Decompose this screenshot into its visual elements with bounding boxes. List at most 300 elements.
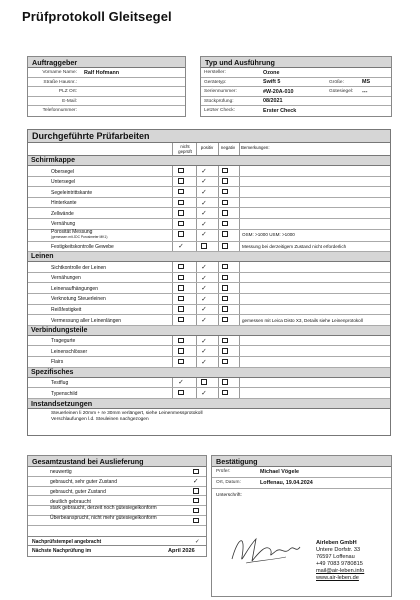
check-negativ-checkbox[interactable] [222, 285, 228, 291]
check-nicht-cell[interactable] [178, 348, 185, 355]
check-positiv-checkmark[interactable]: ✓ [201, 358, 207, 366]
check-row-label-text: Testflug [51, 380, 69, 386]
check-positiv-checkbox[interactable] [201, 243, 207, 249]
typ-field-value-2: MS [362, 79, 371, 86]
check-row-label-text: Leinenschlösser [51, 348, 88, 355]
check-nicht-checkmark[interactable]: ✓ [178, 379, 184, 387]
check-positiv-checkmark[interactable]: ✓ [201, 167, 207, 175]
column-divider [196, 336, 197, 346]
auftraggeber-row [28, 106, 185, 116]
typ-field-value-2: --- [362, 88, 368, 95]
check-row-label [51, 230, 107, 241]
check-nicht-checkbox[interactable] [178, 231, 184, 237]
stempel-row [28, 536, 206, 546]
condition-label: gebraucht, sehr guter Zustand [50, 479, 117, 486]
column-divider [172, 198, 173, 208]
check-nicht-checkbox[interactable] [178, 168, 184, 174]
column-divider [196, 273, 197, 283]
check-nicht-cell[interactable] [178, 359, 185, 366]
col-bemerkungen: Bemerkungen: [241, 145, 270, 150]
stempel-value: ✓ [195, 538, 200, 545]
check-negativ-checkbox[interactable] [222, 189, 228, 195]
check-row [28, 388, 390, 399]
check-row-label-text: Reißfestigkeit [51, 307, 82, 314]
check-nicht-checkbox[interactable] [178, 210, 184, 216]
check-nicht-checkbox[interactable] [178, 178, 184, 184]
check-nicht-cell[interactable] [178, 275, 185, 282]
column-divider [218, 346, 219, 356]
check-negativ-cell[interactable] [222, 390, 229, 397]
next-check-value: April 2026 [168, 547, 195, 554]
check-positiv-checkmark[interactable]: ✓ [201, 306, 207, 314]
check-row-label [51, 190, 92, 196]
check-nicht-cell[interactable] [178, 189, 185, 196]
column-divider [218, 357, 219, 367]
auftraggeber-field-label: Straße Hausnr.: [43, 79, 77, 85]
check-nicht-cell[interactable] [178, 296, 185, 303]
check-negativ-cell[interactable] [222, 317, 229, 324]
check-positiv-checkmark[interactable]: ✓ [201, 274, 207, 282]
check-positiv-checkmark[interactable]: ✓ [201, 178, 207, 186]
condition-label: Überbeansprucht, nicht mehr gütesiegelkonform [50, 515, 157, 522]
check-row-label-text: Vermessung aller Leinenlängen [51, 317, 122, 324]
check-negativ-checkbox[interactable] [222, 379, 228, 385]
check-positiv-checkmark[interactable]: ✓ [201, 316, 207, 324]
company-city: 76597 Loffenau [316, 554, 355, 560]
check-negativ-checkbox[interactable] [222, 231, 228, 237]
check-row-label-text: Obersegel [51, 168, 75, 175]
check-row-note: Messung bei derzeitigem Zustand nicht erforderlich [242, 244, 347, 250]
check-negativ-cell[interactable] [222, 221, 229, 228]
check-positiv-checkmark[interactable]: ✓ [201, 295, 207, 303]
check-row-label-text: Flairs [51, 359, 64, 366]
column-divider [196, 177, 197, 187]
check-nicht-checkbox[interactable] [178, 338, 184, 344]
col-nicht-geprueft: nicht geprüft [178, 144, 192, 154]
auftraggeber-field-label: Telefonnummer: [42, 108, 77, 114]
company-block [316, 540, 364, 582]
typ-rows [201, 68, 391, 116]
next-check-label: Nächste Nachprüfung im [32, 548, 92, 555]
check-nicht-cell[interactable] [178, 338, 185, 345]
check-row-label [51, 275, 81, 281]
condition-row [28, 477, 206, 487]
typ-field-value: #W-20A-010 [263, 88, 294, 95]
check-positiv-checkmark[interactable]: ✓ [201, 389, 207, 397]
check-row [28, 166, 390, 177]
check-positiv-checkmark[interactable]: ✓ [201, 188, 207, 196]
check-negativ-cell[interactable] [222, 359, 229, 366]
column-divider [172, 294, 173, 304]
page-title: Prüfprotokoll Gleitsegel [22, 9, 172, 24]
condition-checkmark[interactable]: ✓ [193, 478, 199, 486]
condition-checkbox-square[interactable] [193, 498, 199, 504]
condition-label: neuwertig [50, 469, 72, 476]
gesamtzustand-box [27, 455, 207, 557]
column-divider [172, 388, 173, 398]
column-divider [172, 208, 173, 218]
typ-row [201, 78, 391, 88]
check-row-label-text: Verknotung Steuerleinen [51, 296, 106, 303]
check-negativ-cell[interactable] [222, 243, 229, 250]
column-divider [239, 198, 240, 208]
stempel-label: Nachprüfstempel angebracht [32, 539, 102, 546]
column-divider [239, 294, 240, 304]
check-row [28, 230, 390, 242]
check-nicht-cell[interactable] [178, 178, 185, 185]
checks-heading: Durchgeführte Prüfarbeiten [28, 130, 390, 143]
auftraggeber-row [28, 87, 185, 97]
check-row [28, 198, 390, 209]
check-positiv-checkmark[interactable]: ✓ [201, 348, 207, 356]
column-divider [172, 273, 173, 283]
check-nicht-checkbox[interactable] [178, 285, 184, 291]
check-row-label-text: Untersegel [51, 179, 76, 186]
column-divider [172, 346, 173, 356]
typ-field-label: Stückprüfung: [204, 98, 234, 104]
check-negativ-cell[interactable] [222, 296, 229, 303]
check-row-label [51, 380, 68, 386]
column-divider [239, 315, 240, 325]
check-negativ-checkbox[interactable] [222, 348, 228, 354]
typ-heading: Typ und Ausführung [201, 57, 391, 68]
check-negativ-checkbox[interactable] [222, 221, 228, 227]
check-negativ-cell[interactable] [222, 379, 229, 386]
typ-row [201, 87, 391, 97]
check-nicht-cell[interactable] [178, 306, 185, 313]
check-row [28, 305, 390, 316]
typ-field-label: Hersteller: [204, 70, 226, 75]
column-divider [218, 283, 219, 293]
condition-checkbox[interactable] [193, 518, 199, 526]
auftraggeber-heading: Auftraggeber [28, 57, 185, 68]
typ-field-label: Letzter Check: [204, 108, 235, 114]
check-nicht-checkbox[interactable] [178, 306, 184, 312]
check-nicht-checkmark[interactable]: ✓ [178, 243, 184, 251]
company-name: Airleben GmbH [316, 540, 357, 546]
column-divider [239, 187, 240, 197]
bestaetigung-heading: Bestätigung [212, 456, 391, 467]
check-nicht-checkbox[interactable] [178, 390, 184, 396]
check-nicht-cell[interactable] [178, 168, 185, 175]
column-divider [196, 208, 197, 218]
column-divider [196, 283, 197, 293]
column-divider [218, 230, 219, 241]
check-row-label-text: Leinenaufhängungen [51, 285, 98, 292]
check-row-label [51, 179, 75, 185]
column-divider [239, 230, 240, 241]
check-nicht-checkbox[interactable] [178, 359, 184, 365]
auftraggeber-row [28, 78, 185, 88]
check-positiv-checkmark[interactable]: ✓ [201, 263, 207, 271]
check-row-note: gemessen mit Leica Disto X3, Details siehe Leinenprotokoll [242, 317, 363, 323]
check-row-note: OSM: >1000 USM: >1000 [242, 232, 295, 238]
check-row-label [51, 265, 106, 271]
check-negativ-cell[interactable] [222, 285, 229, 292]
column-divider [239, 346, 240, 356]
check-row-label [51, 307, 81, 313]
check-positiv-checkmark[interactable]: ✓ [201, 285, 207, 293]
column-divider [218, 187, 219, 197]
check-negativ-cell[interactable] [222, 338, 229, 345]
checks-table [27, 129, 391, 436]
column-divider [172, 219, 173, 229]
column-divider [218, 378, 219, 388]
check-row-label [51, 169, 74, 175]
check-row [28, 273, 390, 284]
check-nicht-cell[interactable] [178, 317, 185, 324]
typ-row [201, 68, 391, 78]
check-positiv-cell[interactable] [201, 379, 208, 386]
check-nicht-checkbox[interactable] [178, 221, 184, 227]
check-nicht-cell[interactable] [178, 221, 185, 228]
check-negativ-cell[interactable] [222, 306, 229, 313]
column-divider [196, 187, 197, 197]
check-negativ-checkbox[interactable] [222, 338, 228, 344]
check-row [28, 187, 390, 198]
condition-checkbox[interactable] [193, 469, 199, 477]
column-divider [172, 336, 173, 346]
condition-checkbox[interactable] [193, 498, 199, 506]
check-row [28, 177, 390, 188]
auftraggeber-box [27, 56, 186, 117]
check-row-label [51, 221, 75, 227]
pruefer-label: Prüfer: [216, 469, 231, 474]
column-divider [239, 283, 240, 293]
check-nicht-checkbox[interactable] [178, 275, 184, 281]
condition-checkbox[interactable] [193, 488, 199, 496]
column-divider [218, 315, 219, 325]
company-phone: +49 7083 9780815 [316, 561, 363, 567]
check-row-label [51, 359, 63, 365]
check-row [28, 242, 390, 253]
condition-checkbox[interactable] [193, 508, 199, 516]
column-divider [172, 283, 173, 293]
condition-row [28, 487, 206, 497]
check-positiv-checkmark[interactable]: ✓ [201, 199, 207, 207]
check-row-label-text: Vernähungen [51, 275, 81, 282]
auftraggeber-field-label: E-Mail: [62, 98, 77, 104]
check-row-label-text: Typenschild [51, 390, 78, 397]
check-negativ-cell[interactable] [222, 264, 229, 271]
column-divider [239, 273, 240, 283]
column-divider [218, 208, 219, 218]
check-row [28, 208, 390, 219]
condition-label: stark gebraucht, derzeit noch gütesiegelkonform [50, 505, 157, 512]
check-group-heading: Leinen [28, 252, 390, 262]
check-negativ-checkbox[interactable] [222, 264, 228, 270]
auftraggeber-field-label: PLZ Ort: [58, 89, 77, 95]
typ-field-value: 08/2021 [263, 98, 283, 105]
column-divider [218, 294, 219, 304]
column-divider [172, 262, 173, 272]
checks-column-header [28, 143, 390, 156]
company-email-link[interactable]: mail@air-leben.info [316, 568, 365, 574]
check-positiv-checkmark[interactable]: ✓ [201, 337, 207, 345]
check-positiv-checkmark[interactable]: ✓ [201, 220, 207, 228]
column-divider [172, 187, 173, 197]
check-nicht-checkbox[interactable] [178, 189, 184, 195]
unterschrift-label: Unterschrift: [216, 493, 242, 498]
check-negativ-cell[interactable] [222, 178, 229, 185]
column-divider [218, 305, 219, 315]
condition-row [28, 467, 206, 477]
typ-row [201, 106, 391, 116]
check-row-sublabel: (gemessen mit JDC Porosimeter MK1) [51, 235, 108, 240]
check-negativ-cell[interactable] [222, 189, 229, 196]
check-positiv-checkmark[interactable]: ✓ [201, 210, 207, 218]
column-divider [172, 230, 173, 241]
gesamtzustand-heading: Gesamtzustand bei Auslieferung [28, 456, 206, 467]
check-negativ-checkbox[interactable] [222, 168, 228, 174]
column-divider [196, 388, 197, 398]
column-divider [218, 336, 219, 346]
check-group-heading: Verbindungsteile [28, 326, 390, 336]
company-street: Untere Dorfstr. 33 [316, 547, 361, 553]
check-row-label [51, 391, 77, 397]
typ-field-label-2: Gütesiegel: [329, 89, 354, 95]
column-divider [218, 166, 219, 176]
condition-checkbox-square[interactable] [193, 469, 199, 475]
check-row [28, 294, 390, 305]
check-negativ-checkbox[interactable] [222, 359, 228, 365]
check-row-label-text: Tragegurte [51, 338, 76, 345]
typ-field-label-2: Größe: [329, 79, 344, 85]
check-negativ-checkbox[interactable] [222, 390, 228, 396]
column-divider [196, 198, 197, 208]
check-nicht-cell[interactable] [178, 285, 185, 292]
column-divider [196, 219, 197, 229]
check-row-label-text: Porosität Messung [51, 229, 93, 236]
column-divider [196, 346, 197, 356]
check-row-label-text: Zellwände [51, 210, 74, 217]
condition-checkbox-square[interactable] [193, 508, 199, 514]
check-row-label [51, 349, 87, 355]
column-divider [172, 166, 173, 176]
check-row [28, 219, 390, 230]
check-negativ-checkbox[interactable] [222, 306, 228, 312]
column-divider [239, 177, 240, 187]
column-divider [239, 357, 240, 367]
column-divider [196, 262, 197, 272]
check-positiv-checkbox[interactable] [201, 379, 207, 385]
column-divider [172, 242, 173, 252]
check-row [28, 357, 390, 368]
column-divider [218, 242, 219, 252]
instandsetzungen-text: Steuerleinen li 20mm + re 30mm verlängert, siehe Leinenmessprotokoll Verschlaufungen l.d. Steuleinen nachgezogen [51, 410, 203, 422]
check-row [28, 283, 390, 294]
column-divider [239, 219, 240, 229]
check-negativ-checkbox[interactable] [222, 317, 228, 323]
check-positiv-checkmark[interactable]: ✓ [201, 231, 207, 239]
bestaetigung-box [211, 455, 392, 597]
check-nicht-cell[interactable] [178, 210, 185, 217]
check-negativ-checkbox[interactable] [222, 178, 228, 184]
check-row-label [51, 200, 77, 206]
column-divider [218, 177, 219, 187]
column-divider [218, 219, 219, 229]
check-negativ-checkbox[interactable] [222, 243, 228, 249]
auftraggeber-row [28, 97, 185, 107]
check-row-label-text: Hinterkante [51, 200, 77, 207]
check-negativ-cell[interactable] [222, 168, 229, 175]
typ-field-value: Erster Check [263, 107, 297, 114]
column-divider [239, 388, 240, 398]
check-negativ-checkbox[interactable] [222, 275, 228, 281]
condition-row [28, 516, 206, 526]
check-row [28, 262, 390, 273]
column-divider [196, 305, 197, 315]
check-row-label [51, 318, 121, 324]
column-divider [196, 294, 197, 304]
check-row-label-text: Sichtkontrolle der Leinen [51, 264, 107, 271]
check-negativ-cell[interactable] [222, 200, 229, 207]
next-check-row [28, 546, 206, 556]
condition-checkbox-square[interactable] [193, 518, 199, 524]
check-row [28, 378, 390, 389]
check-nicht-checkbox[interactable] [178, 348, 184, 354]
check-nicht-checkbox[interactable] [178, 296, 184, 302]
pruefer-value: Michael Vögele [260, 468, 299, 475]
check-nicht-checkbox[interactable] [178, 200, 184, 206]
column-divider [239, 378, 240, 388]
column-divider [172, 357, 173, 367]
typ-field-value: Ozone [263, 69, 280, 76]
company-web-link[interactable]: www.air-leben.de [316, 575, 359, 581]
check-nicht-checkbox[interactable] [178, 264, 184, 270]
column-divider [196, 378, 197, 388]
column-divider [218, 198, 219, 208]
check-nicht-checkbox[interactable] [178, 317, 184, 323]
check-negativ-checkbox[interactable] [222, 210, 228, 216]
check-row [28, 346, 390, 357]
auftraggeber-row [28, 68, 185, 78]
check-nicht-cell[interactable] [178, 390, 185, 397]
col-positiv: positiv [200, 145, 214, 150]
column-divider [196, 315, 197, 325]
check-negativ-checkbox[interactable] [222, 200, 228, 206]
check-negativ-checkbox[interactable] [222, 296, 228, 302]
column-divider [196, 230, 197, 241]
gesamtzustand-rows [28, 467, 206, 526]
check-row-label-text: Segeleintrittskante [51, 189, 93, 196]
check-negativ-cell[interactable] [222, 275, 229, 282]
check-negativ-cell[interactable] [222, 231, 229, 238]
check-negativ-cell[interactable] [222, 348, 229, 355]
column-divider [196, 357, 197, 367]
condition-label: deutlich gebraucht [50, 498, 91, 505]
check-nicht-cell[interactable] [178, 264, 185, 271]
check-nicht-cell[interactable] [178, 231, 185, 238]
check-nicht-cell[interactable] [178, 200, 185, 207]
column-divider [172, 315, 173, 325]
signature-image [226, 527, 304, 569]
check-positiv-cell[interactable] [201, 243, 208, 250]
column-divider [196, 166, 197, 176]
typ-field-label: Gerätetyp: [204, 79, 227, 85]
ort-datum-label: Ort, Datum: [216, 480, 241, 485]
check-row-label [51, 286, 98, 292]
col-negativ: negativ [220, 145, 236, 150]
check-row [28, 336, 390, 347]
check-row-label-text: Vernähung [51, 221, 76, 228]
check-negativ-cell[interactable] [222, 210, 229, 217]
typ-field-label: Seriennummer: [204, 89, 237, 95]
check-row-label-text: Festigkeitskontrolle Gewebe [51, 244, 114, 251]
column-divider [239, 262, 240, 272]
condition-checkbox-square[interactable] [193, 488, 199, 494]
typ-row [201, 97, 391, 107]
